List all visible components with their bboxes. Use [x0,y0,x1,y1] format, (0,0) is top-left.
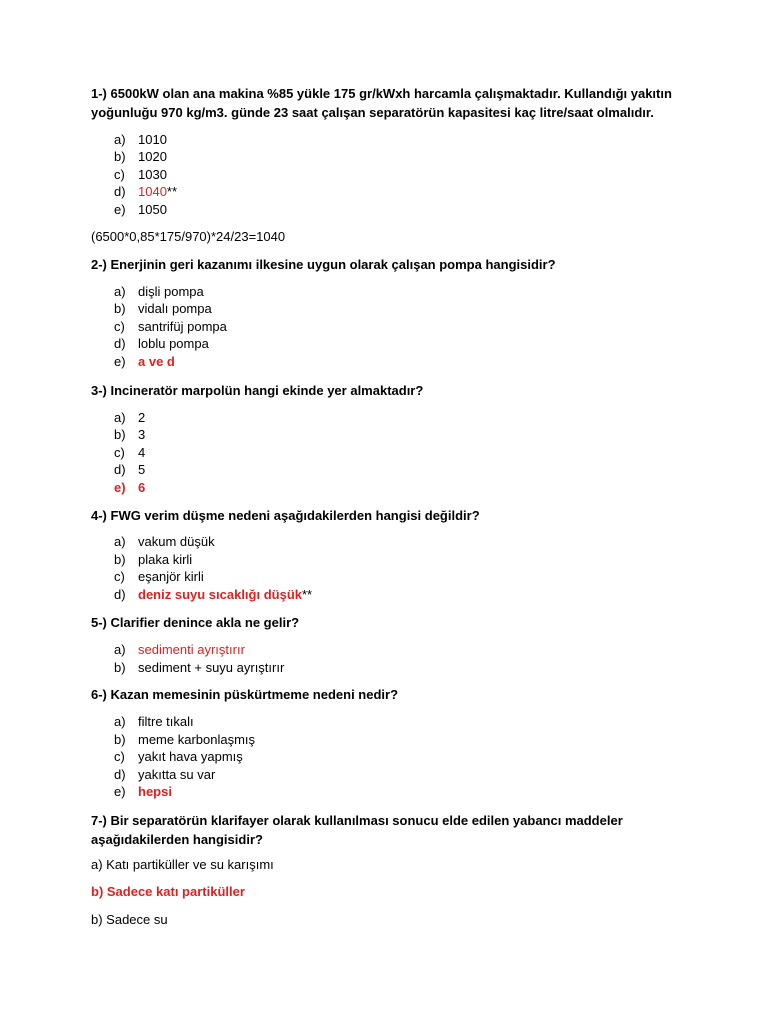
q2-option-e-correct: e) a ve d [114,354,175,369]
q7-answer-b-correct: b) Sadece katı partiküller [91,884,245,899]
q2-option-a: a) dişli pompa [114,284,204,299]
q2-option-c: c) santrifüj pompa [114,319,227,334]
q1-option-a: a) 1010 [114,132,167,147]
question-5: 5-) Clarifier denince akla ne gelir? [91,615,300,630]
q5-option-b: b) sediment + suyu ayrıştırır [114,660,285,675]
q7-answer-b-water: b) Sadece su [91,912,168,927]
q1-option-d-correct: d) 1040** [114,184,178,199]
q7-answer-a: a) Katı partiküller ve su karışımı [91,857,274,872]
q6-option-b: b) meme karbonlaşmış [114,732,256,747]
q1-calculation-note: (6500*0,85*175/970)*24/23=1040 [91,229,286,244]
q6-option-d: d) yakıtta su var [114,767,216,782]
question-3: 3-) Incineratör marpolün hangi ekinde yer almaktadır? [91,383,424,398]
q2-option-d: d) loblu pompa [114,336,209,351]
q3-option-d: d) 5 [114,462,146,477]
q4-option-b: b) plaka kirli [114,552,193,567]
question-1 [91,84,691,122]
question-6: 6-) Kazan memesinin püskürtmeme nedeni nedir? [91,687,399,702]
q2-option-b: b) vidalı pompa [114,301,212,316]
q3-option-b: b) 3 [114,427,146,442]
question-1-line-1: 1-) 6500kW olan ana makina %85 yükle 175 gr/kWxh harcamla çalışmaktadır. Kullandığı yakıtın [91,86,672,101]
q3-option-c: c) 4 [114,445,146,460]
q4-option-a: a) vakum düşük [114,534,215,549]
q3-option-a: a) 2 [114,410,146,425]
question-7-line-1: 7-) Bir separatörün klarifayer olarak kullanılması sonucu elde edilen yabancı maddeler [91,813,623,828]
q4-option-c: c) eşanjör kirli [114,569,204,584]
q1-option-c: c) 1030 [114,167,167,182]
question-7 [91,811,691,849]
q6-option-e-correct: e) hepsi [114,784,172,799]
question-2: 2-) Enerjinin geri kazanımı ilkesine uygun olarak çalışan pompa hangisidir? [91,257,556,272]
q1-option-b: b) 1020 [114,149,167,164]
q3-option-e-correct: e) 6 [114,480,146,495]
q1-option-e: e) 1050 [114,202,167,217]
q4-option-d-correct: d) deniz suyu sıcaklığı düşük** [114,587,313,602]
q6-option-a: a) filtre tıkalı [114,714,194,729]
question-7-line-2: aşağıdakilerden hangisidir? [91,832,263,847]
question-4: 4-) FWG verim düşme nedeni aşağıdakilerden hangisi değildir? [91,508,480,523]
q5-option-a-correct: a) sedimenti ayrıştırır [114,642,245,657]
question-1-line-2: yoğunluğu 970 kg/m3. günde 23 saat çalışan separatörün kapasitesi kaç litre/saat olmalıdır. [91,105,654,120]
q6-option-c: c) yakıt hava yapmış [114,749,243,764]
